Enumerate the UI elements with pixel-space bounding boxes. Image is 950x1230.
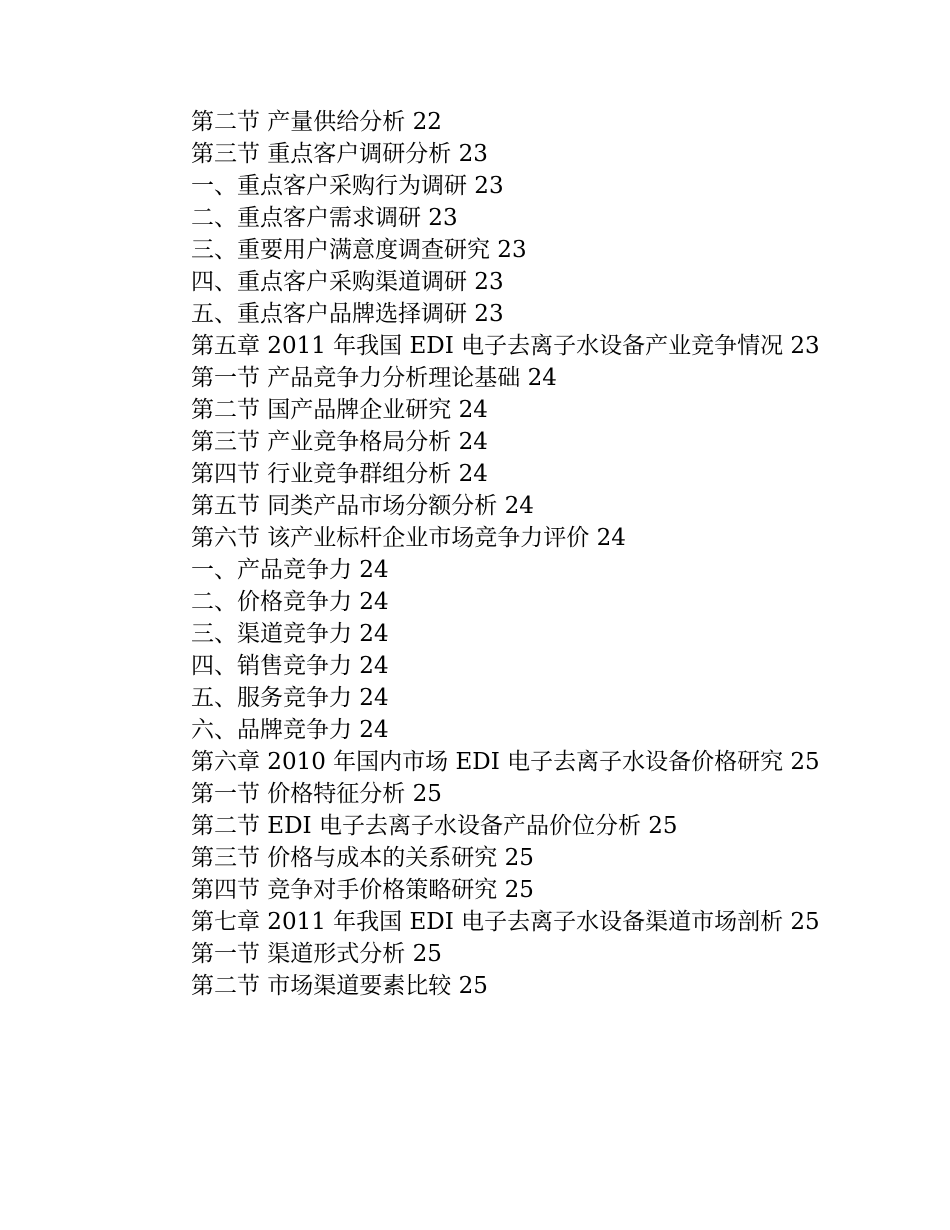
toc-entry: 二、价格竞争力 24 [191, 589, 389, 615]
toc-entry: 一、重点客户采购行为调研 23 [191, 173, 504, 199]
toc-entry: 第二节 国产品牌企业研究 24 [191, 397, 488, 423]
toc-entry: 第六节 该产业标杆企业市场竞争力评价 24 [191, 525, 626, 551]
toc-entry: 第五节 同类产品市场分额分析 24 [191, 493, 534, 519]
toc-entry: 第三节 重点客户调研分析 23 [191, 141, 488, 167]
toc-entry: 第一节 渠道形式分析 25 [191, 941, 442, 967]
toc-entry: 六、品牌竞争力 24 [191, 717, 389, 743]
toc-entry: 四、重点客户采购渠道调研 23 [191, 269, 504, 295]
toc-entry: 第一节 产品竞争力分析理论基础 24 [191, 365, 557, 391]
toc-chapter-entry: 第七章 2011 年我国 EDI 电子去离子水设备渠道市场剖析 25 [191, 909, 820, 935]
toc-entry: 三、渠道竞争力 24 [191, 621, 389, 647]
toc-entry: 四、销售竞争力 24 [191, 653, 389, 679]
toc-entry: 第四节 行业竞争群组分析 24 [191, 461, 488, 487]
toc-entry: 五、重点客户品牌选择调研 23 [191, 301, 504, 327]
toc-entry: 第二节 产量供给分析 22 [191, 109, 442, 135]
toc-entry: 三、重要用户满意度调查研究 23 [191, 237, 527, 263]
toc-entry: 二、重点客户需求调研 23 [191, 205, 458, 231]
toc-chapter-entry: 第六章 2010 年国内市场 EDI 电子去离子水设备价格研究 25 [191, 749, 820, 775]
toc-entry: 第二节 EDI 电子去离子水设备产品价位分析 25 [191, 813, 678, 839]
toc-entry: 第四节 竞争对手价格策略研究 25 [191, 877, 534, 903]
table-of-contents [140, 106, 830, 1002]
toc-entry: 五、服务竞争力 24 [191, 685, 389, 711]
toc-entry: 第一节 价格特征分析 25 [191, 781, 442, 807]
toc-chapter-entry: 第五章 2011 年我国 EDI 电子去离子水设备产业竞争情况 23 [191, 333, 820, 359]
toc-entry: 第三节 产业竞争格局分析 24 [191, 429, 488, 455]
toc-entry: 一、产品竞争力 24 [191, 557, 389, 583]
toc-entry: 第三节 价格与成本的关系研究 25 [191, 845, 534, 871]
toc-entry: 第二节 市场渠道要素比较 25 [191, 973, 488, 999]
